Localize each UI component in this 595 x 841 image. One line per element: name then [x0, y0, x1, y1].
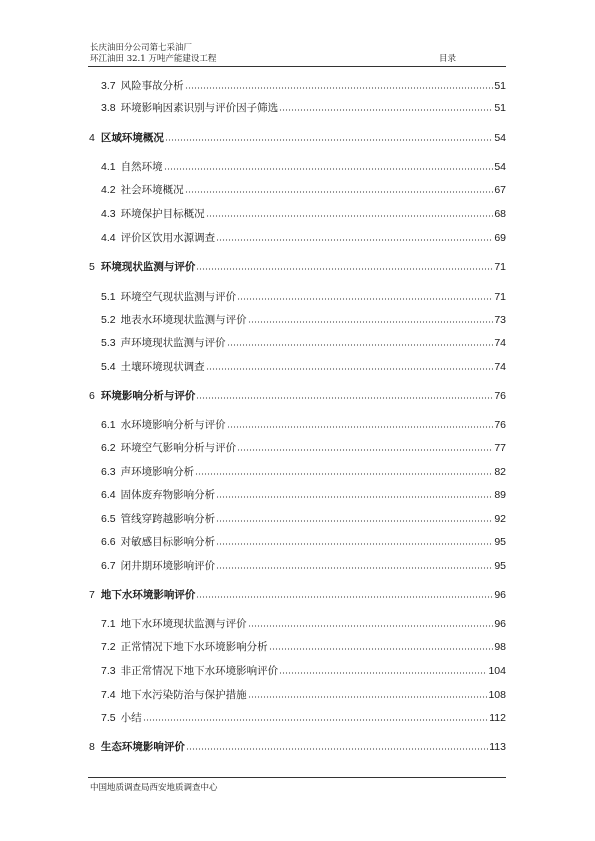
toc-entry-title: 小结 — [120, 712, 142, 724]
toc-entry-number: 3.8 — [101, 102, 116, 114]
toc-entry-title: 闭井期环境影响评价 — [120, 560, 216, 572]
toc-entry-number: 5.3 — [101, 337, 116, 349]
toc-entry-title: 社会环境概况 — [120, 184, 184, 196]
toc-entry[interactable] — [101, 360, 506, 374]
toc-entry-page-number: 76 — [494, 419, 506, 431]
toc-entry[interactable] — [101, 101, 506, 115]
toc-entry-page-number: 104 — [488, 665, 506, 677]
toc-entry[interactable] — [89, 389, 506, 403]
toc-entry[interactable] — [101, 512, 506, 526]
toc-entry-number: 4.1 — [101, 161, 116, 173]
toc-entry-page-number: 77 — [494, 442, 506, 454]
toc-entry-title: 固体废弃物影响分析 — [120, 489, 216, 501]
toc-entry-number: 4.4 — [101, 232, 116, 244]
toc-entry-page-number: 92 — [494, 513, 506, 525]
toc-dot-leader — [227, 420, 494, 428]
toc-dot-leader — [164, 162, 494, 170]
toc-entry-title: 环境保护目标概况 — [120, 208, 205, 220]
toc-entry-page-number: 69 — [494, 232, 506, 244]
toc-entry-page-number: 76 — [494, 390, 506, 402]
toc-entry-page-number: 95 — [494, 560, 506, 572]
toc-dot-leader — [227, 338, 494, 346]
toc-entry[interactable] — [101, 664, 506, 678]
toc-entry-title: 地下水环境影响评价 — [100, 589, 196, 601]
toc-dot-leader — [216, 537, 493, 545]
toc-entry-number: 7.3 — [101, 665, 116, 677]
toc-entry[interactable] — [101, 711, 506, 725]
header-organization: 长庆油田分公司第七采油厂 — [90, 43, 193, 53]
toc-entry-page-number: 74 — [494, 337, 506, 349]
toc-entry-number: 7.1 — [101, 618, 116, 630]
toc-entry-page-number: 54 — [494, 161, 506, 173]
toc-dot-leader — [248, 315, 494, 323]
toc-entry-page-number: 68 — [494, 208, 506, 220]
toc-entry-page-number: 71 — [494, 261, 506, 273]
toc-entry-number: 7 — [89, 589, 95, 601]
toc-entry-page-number: 74 — [494, 361, 506, 373]
toc-entry-page-number: 108 — [488, 689, 506, 701]
toc-entry-number: 5.2 — [101, 314, 116, 326]
toc-entry-number: 5.1 — [101, 291, 116, 303]
toc-entry-page-number: 67 — [494, 184, 506, 196]
toc-entry[interactable] — [101, 336, 506, 350]
toc-entry-title: 地表水环境现状监测与评价 — [120, 314, 247, 326]
toc-dot-leader — [216, 490, 493, 498]
toc-entry-title: 环境空气现状监测与评价 — [120, 291, 237, 303]
toc-dot-leader — [196, 391, 493, 399]
toc-dot-leader — [279, 666, 487, 674]
toc-dot-leader — [165, 133, 493, 141]
toc-dot-leader — [186, 742, 488, 750]
toc-dot-leader — [206, 362, 494, 370]
toc-entry-title: 环境空气影响分析与评价 — [120, 442, 237, 454]
toc-entry-title: 对敏感目标影响分析 — [120, 536, 216, 548]
toc-entry[interactable] — [101, 313, 506, 327]
toc-entry[interactable] — [101, 688, 506, 702]
toc-entry[interactable] — [101, 640, 506, 654]
toc-dot-leader — [185, 81, 494, 89]
toc-dot-leader — [248, 619, 494, 627]
toc-entry-title: 自然环境 — [120, 161, 163, 173]
toc-entry[interactable] — [101, 617, 506, 631]
toc-dot-leader — [196, 590, 493, 598]
toc-dot-leader — [279, 103, 493, 111]
toc-entry[interactable] — [101, 465, 506, 479]
toc-entry-title: 土壤环境现状调查 — [120, 361, 205, 373]
toc-dot-leader — [237, 292, 493, 300]
page-footer: 中国地质调查局西安地质调查中心 — [90, 783, 218, 793]
toc-entry[interactable] — [101, 441, 506, 455]
toc-entry-number: 7.5 — [101, 712, 116, 724]
toc-entry[interactable] — [101, 418, 506, 432]
toc-entry-page-number: 112 — [489, 712, 506, 724]
toc-dot-leader — [248, 690, 488, 698]
toc-entry-page-number: 113 — [489, 741, 506, 753]
toc-entry-number: 7.2 — [101, 641, 116, 653]
toc-entry-title: 地下水环境现状监测与评价 — [120, 618, 247, 630]
toc-entry-number: 4.3 — [101, 208, 116, 220]
toc-entry[interactable] — [89, 260, 506, 274]
toc-entry[interactable] — [101, 207, 506, 221]
toc-entry-page-number: 95 — [494, 536, 506, 548]
toc-entry-title: 非正常情况下地下水环境影响评价 — [120, 665, 279, 677]
toc-entry-title: 声环境影响分析 — [120, 466, 195, 478]
toc-entry-page-number: 73 — [494, 314, 506, 326]
toc-entry[interactable] — [101, 79, 506, 93]
toc-entry-number: 6 — [89, 390, 95, 402]
toc-dot-leader — [196, 262, 493, 270]
toc-entry-title: 区域环境概况 — [100, 132, 164, 144]
header-project: 环江油田 32.1 万吨产能建设工程 — [90, 54, 217, 64]
toc-entry[interactable] — [101, 488, 506, 502]
toc-entry-title: 地下水污染防治与保护措施 — [120, 689, 247, 701]
toc-entry-page-number: 96 — [494, 618, 506, 630]
toc-entry[interactable] — [101, 183, 506, 197]
toc-entry-number: 7.4 — [101, 689, 116, 701]
toc-entry-title: 风险事故分析 — [120, 80, 184, 92]
page-header — [90, 43, 506, 65]
footer-divider — [88, 777, 506, 778]
toc-dot-leader — [269, 642, 494, 650]
toc-entry-number: 6.5 — [101, 513, 116, 525]
toc-dot-leader — [216, 561, 493, 569]
toc-entry-page-number: 51 — [494, 80, 506, 92]
toc-entry[interactable] — [101, 559, 506, 573]
toc-entry-page-number: 89 — [494, 489, 506, 501]
toc-entry-number: 6.6 — [101, 536, 116, 548]
toc-entry-number: 8 — [89, 741, 95, 753]
toc-entry-number: 6.2 — [101, 442, 116, 454]
toc-entry[interactable] — [101, 535, 506, 549]
toc-entry[interactable] — [101, 290, 506, 304]
toc-entry-title: 环境现状监测与评价 — [100, 261, 196, 273]
toc-dot-leader — [195, 467, 493, 475]
toc-dot-leader — [206, 209, 494, 217]
toc-dot-leader — [237, 443, 493, 451]
toc-entry-title: 管线穿跨越影响分析 — [120, 513, 216, 525]
toc-entry-number: 6.4 — [101, 489, 116, 501]
toc-dot-leader — [143, 713, 489, 721]
toc-entry[interactable] — [89, 740, 506, 754]
toc-entry[interactable] — [89, 588, 506, 602]
toc-entry-page-number: 96 — [494, 589, 506, 601]
toc-entry-title: 水环境影响分析与评价 — [120, 419, 226, 431]
toc-entry-page-number: 98 — [494, 641, 506, 653]
toc-entry-number: 4.2 — [101, 184, 116, 196]
toc-entry-page-number: 71 — [494, 291, 506, 303]
toc-dot-leader — [185, 185, 494, 193]
toc-entry-title: 生态环境影响评价 — [100, 741, 185, 753]
toc-entry-number: 5 — [89, 261, 95, 273]
toc-entry-number: 6.7 — [101, 560, 116, 572]
toc-entry-page-number: 51 — [494, 102, 506, 114]
toc-entry[interactable] — [101, 231, 506, 245]
toc-entry-page-number: 54 — [494, 132, 506, 144]
toc-entry-number: 4 — [89, 132, 95, 144]
toc-dot-leader — [216, 514, 493, 522]
toc-dot-leader — [216, 233, 493, 241]
toc-entry-page-number: 82 — [494, 466, 506, 478]
header-section-label: 目录 — [438, 54, 456, 64]
toc-entry-title: 环境影响因素识别与评价因子筛选 — [120, 102, 279, 114]
toc-entry-title: 声环境现状监测与评价 — [120, 337, 226, 349]
toc-entry-title: 正常情况下地下水环境影响分析 — [120, 641, 268, 653]
toc-entry-number: 6.1 — [101, 419, 116, 431]
header-divider — [88, 66, 506, 67]
toc-entry-title: 环境影响分析与评价 — [100, 390, 196, 402]
toc-entry-number: 5.4 — [101, 361, 116, 373]
toc-entry-title: 评价区饮用水源调查 — [120, 232, 216, 244]
toc-entry-number: 6.3 — [101, 466, 116, 478]
toc-entry[interactable] — [101, 160, 506, 174]
toc-entry[interactable] — [89, 131, 506, 145]
toc-entry-number: 3.7 — [101, 80, 116, 92]
